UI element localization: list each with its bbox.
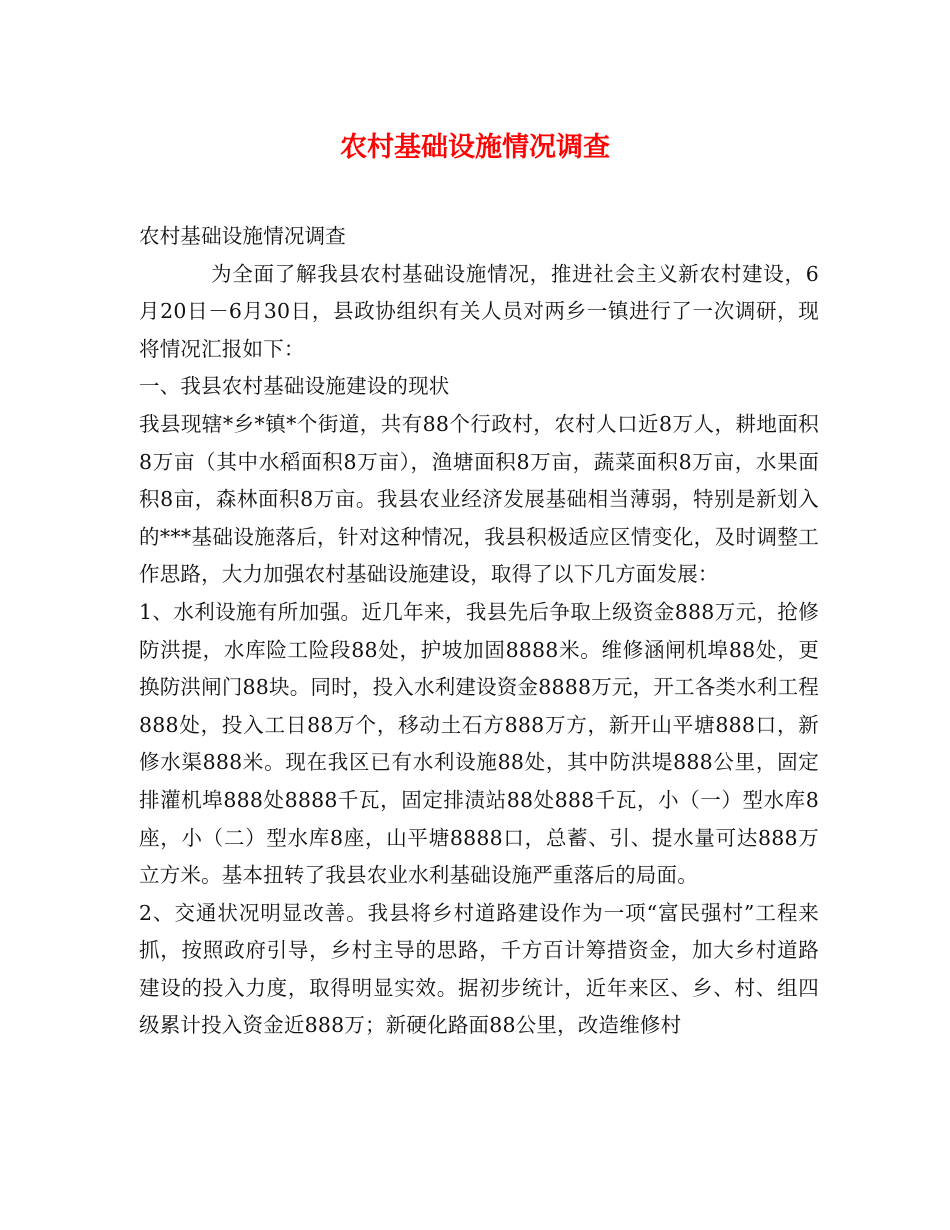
document-title: 农村基础设施情况调查 — [340, 132, 610, 163]
section-heading: 一、我县农村基础设施建设的现状 — [139, 374, 450, 399]
transport-paragraph: 2、交通状况明显改善。我县将乡村道路建设作为一项“富民强村”工程来抓，按照政府引导，乡村主导的思路，千方百计筹措资金，加大乡村道路建设的投入力度，取得明显实效。据初步统计，近年来区、乡、村、组四级累计投入资金近888万；新硬化路面88公里，改造维修村 — [139, 900, 819, 1038]
water-facilities-paragraph: 1、水利设施有所加强。近几年来，我县先后争取上级资金888万元，抢修防洪提，水库险工险段88处，护坡加固8888米。维修涵闸机埠88处，更换防洪闸门88块。同时，投入水利建设资金8888万元，开工各类水利工程888处，投入工日88万个，移动土石方888万方，新开山平塘888口，新修水渠888米。现在我区已有水利设施88处，其中防洪堤888公里，固定排灌机埠888处8888千瓦，固定排渍站88处888千瓦，小（一）型水库8座，小（二）型水库8座，山平塘8888口，总蓄、引、提水量可达888万立方米。基本扭转了我县农业水利基础设施严重落后的局面。 — [139, 599, 819, 888]
status-paragraph: 我县现辖*乡*镇*个街道，共有88个行政村，农村人口近8万人，耕地面积8万亩（其中水稻面积8万亩），渔塘面积8万亩，蔬菜面积8万亩，水果面积8亩，森林面积8万亩。我县农业经济发展基础相当薄弱，特别是新划入的***基础设施落后，针对这种情况，我县积极适应区情变化，及时调整工作思路，大力加强农村基础设施建设，取得了以下几方面发展： — [139, 411, 819, 587]
document-body — [139, 218, 819, 1045]
subtitle-paragraph: 农村基础设施情况调查 — [139, 224, 346, 248]
intro-paragraph: 为全面了解我县农村基础设施情况，推进社会主义新农村建设，6月20日－6月30日，县政协组织有关人员对两乡一镇进行了一次调研，现将情况汇报如下： — [139, 261, 819, 361]
